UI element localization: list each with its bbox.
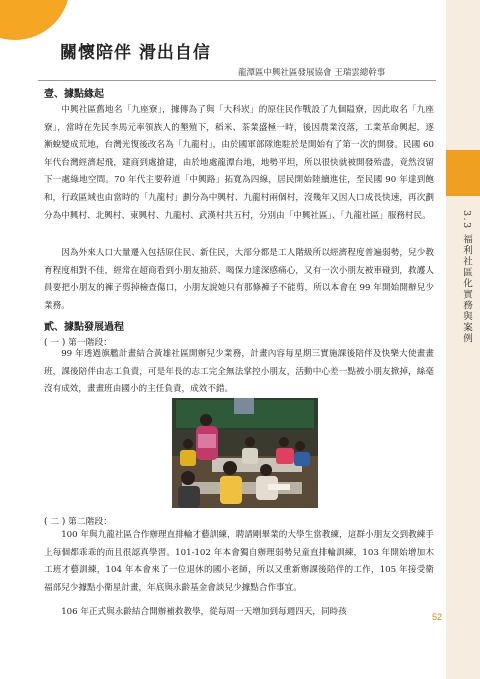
section-heading-origin: 壹、據點緣起 [44, 89, 104, 100]
chapter-side-label: 3.3 福利社區化實務與案例 [461, 210, 472, 345]
author-line: 龍潭區中興社區發展協會 王瑞雲總幹事 [238, 68, 386, 78]
side-orange-block [446, 150, 480, 196]
corner-decoration [0, 0, 70, 40]
paragraph-origin-2: 因為外來人口大量遷入包括原住民、新住民，大部分都是工人階級所以經濟程度普遍弱勢，兒少教育程度相對不佳，經常在超商看到小朋友抽菸、喝保力達深感痛心，又有一次小朋友被車碰到，救護人員要把小朋友的褲子剪掉檢查傷口，小朋友說她只有那條褲子不能剪，所以本會在 99 年開始開辦兒少業務。 [44, 248, 434, 311]
classroom-photo [172, 398, 318, 508]
stage-1-label: ( 一 ) 第一階段： [44, 338, 113, 348]
stage-2-label: ( 二 ) 第二階段： [44, 517, 113, 527]
paragraph-origin-1: 中興社區舊地名「九座寮」，據傳為了與「大科崁」的原住民作戰設了九個隘寮，因此取名「九座寮」，當時在先民李馬元率領族人的墾殖下，稻米、茶業盛極一時，後因農業沒落，工業革命興起，逐漸蛻變成荒地，台灣光復後改名為「九龍村」，由於國軍部隊進駐於是開始有了第一次的開發。民國 60 年代台灣經濟起飛，建商到處搶建，由於地處龍潭台地，地勢平坦，所以很快就被開發殆盡，竟然沒留下一處綠地空間。70 年代主要幹道「中興路」拓寬為四線，居民開始陸續進住，至民國 90 年達到飽和，行政區域也由當時的「九龍村」劃分為中興村、九龍村兩個村，沒幾年又因人口成長快速，再次劃分為中興村、北興村、東興村、九龍村、武漢村共五村，分別由「中興社區」、「九龍社區」服務村民。 [44, 105, 434, 221]
title-divider [38, 80, 436, 81]
stage-1-paragraph: 99 年透過旗艦計畫結合黃雄社區開辦兒少業務，計畫內容每星期三實施課後陪伴及快樂大使畫畫班，課後陪伴由志工負責，可是年長的志工完全無法掌控小朋友，活動中心差一點被小朋友掀掉，絲毫沒有成效，畫畫班由國小的主任負責，成效不錯。 [44, 349, 434, 395]
page-number: 52 [431, 612, 442, 622]
stage-2-paragraph-continued: 106 年正式與永齡結合開辦補救教學，從每周一天增加到每週四天，同時孩 [61, 607, 347, 617]
stage-2-paragraph: 100 年與九龍社區合作辦理直排輪才藝訓練，聘請剛畢業的大學生當教練，這群小朋友交到教練手上每個都乖乖的而且很認真學習。101-102 年本會獨自辦理弱勢兒童直排輪訓練，103 年開始增加木工班才藝訓練，104 年本會來了一位退休的國小老師，所以又重新辦課後陪伴的工作，105 年接受衛福部兒少據點小衛星計畫，年底與永齡基金會談兒少據點合作事宜。 [44, 530, 434, 593]
page-title: 關懷陪伴 滑出自信 [60, 43, 211, 63]
section-heading-development: 貳、據點發展過程 [44, 322, 124, 333]
